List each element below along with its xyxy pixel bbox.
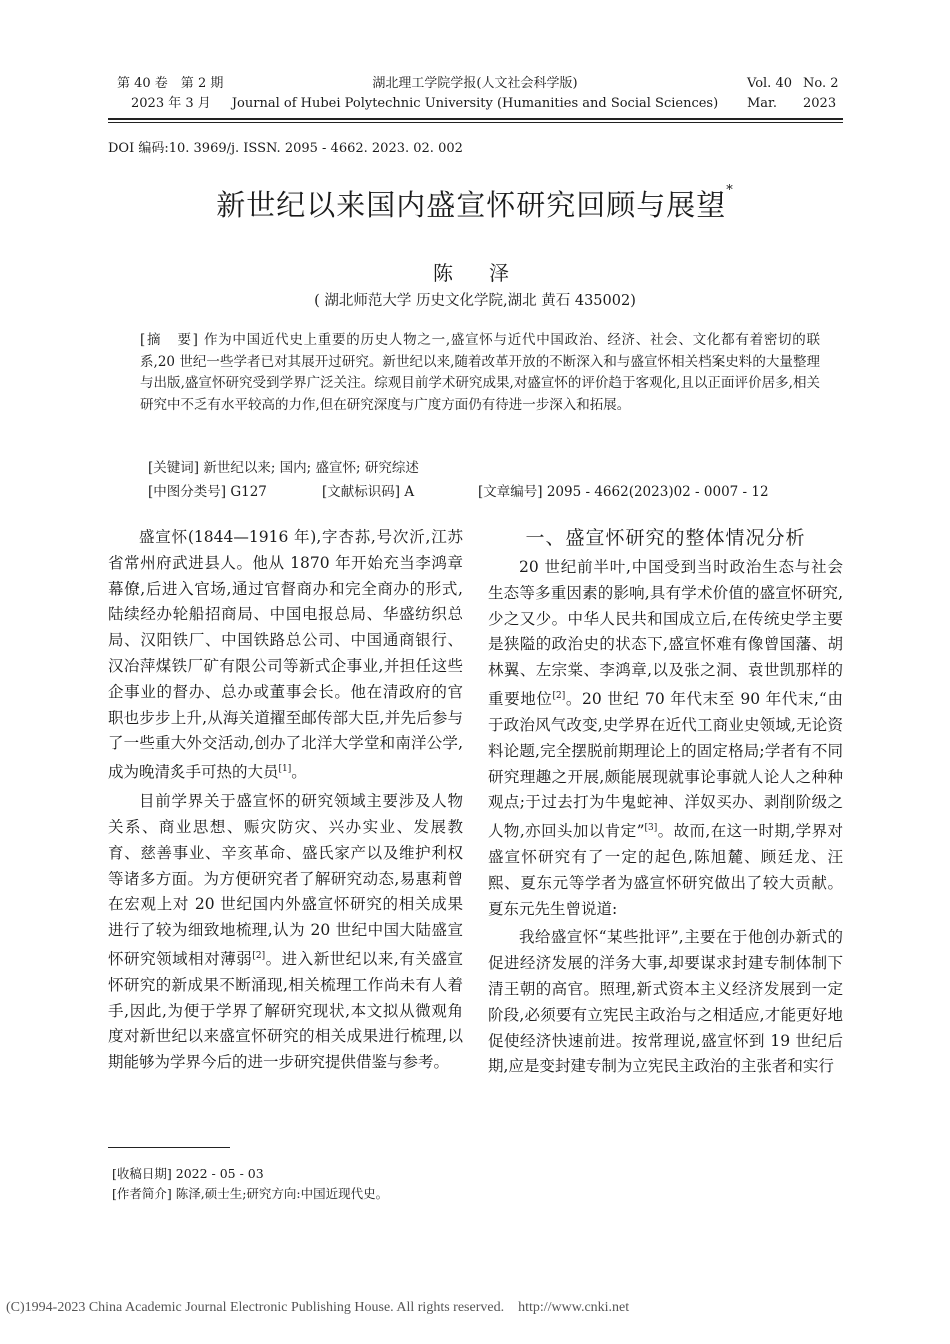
citation-ref: [3] [644, 823, 658, 834]
article-title [100, 183, 850, 224]
citation-ref: [2] [252, 950, 266, 961]
document-code [322, 480, 414, 500]
paragraph-text: 。进入新世纪以来,有关盛宣怀研究的新成果不断涌现,相关梳理工作尚未有人着手,因此,为便于学界了解研究现状,本文拟从微观角度对新世纪以来盛宣怀研究的相关成果进行梳理,以期能够为学界今后的进一步研究提供借鉴与参考。 [108, 950, 463, 1072]
body-left-column [108, 525, 463, 1079]
received-date: 2022 - 05 - 03 [175, 1166, 264, 1181]
paragraph [108, 789, 463, 1076]
paragraph [488, 555, 843, 922]
paragraph-text: 20 世纪前半叶,中国受到当时政治生态与社会生态等多重因素的影响,具有学术价值的盛宣怀研究,少之又少。中华人民共和国成立后,在传统史学主要是狭隘的政治史的状态下,盛宣怀难有像曾国藩、胡林翼、左宗棠、李鸿章,以及张之洞、袁世凯那样的重要地位 [488, 558, 843, 709]
article-number-value: 2095 - 4662(2023)02 - 0007 - 12 [546, 484, 769, 500]
article-number [478, 480, 769, 500]
title-text: 新世纪以来国内盛宣怀研究回顾与展望 [216, 188, 727, 222]
footnote-author [112, 1184, 388, 1202]
vol-en: Vol. 40 [747, 76, 792, 91]
journal-name-en: Journal of Hubei Polytechnic University (Humanities and Social Sciences) [231, 96, 719, 111]
copyright-notice: (C)1994-2023 China Academic Journal Electronic Publishing House. All rights reserved. http://www.cnki.net [6, 1300, 630, 1315]
keywords-text: 新世纪以来; 国内; 盛宣怀; 研究综述 [203, 460, 419, 476]
abstract [140, 330, 820, 416]
paragraph-text: 盛宣怀(1844—1916 年),字杏荪,号次沂,江苏省常州府武进县人。他从 1870 年开始充当李鸿章幕僚,后进入官场,通过官督商办和完全商办的形式,陆续经办轮船招商局、中国电报总局、华盛纺织总局、汉阳铁厂、中国铁路总公司、中国通商银行、汉冶萍煤铁厂矿有限公司等新式企事业,并担任这些企事业的督办、总办或董事会长。他在清政府的官职也步步上升,从海关道擢至邮传部大臣,并先后参与了一些重大外交活动,创办了北洋大学堂和南洋公学,成为晚清炙手可热的大员 [108, 528, 463, 782]
issue-volume: 第 40 卷 第 2 期 [117, 76, 224, 91]
received-label: [收稿日期] [112, 1166, 172, 1181]
no-en: No. 2 [803, 76, 839, 91]
title-footnote-mark: * [726, 183, 734, 198]
issue-date: 2023 年 3 月 [131, 96, 211, 111]
year-en: 2023 [803, 96, 837, 111]
header-rule-thin [108, 122, 843, 123]
citation-ref: [2] [552, 690, 566, 701]
clc-value: G127 [230, 484, 267, 500]
author-bio: 陈泽,硕士生;研究方向:中国近现代史。 [175, 1186, 389, 1201]
month-en: Mar. [747, 96, 777, 111]
doc-code-value: A [404, 484, 415, 500]
paragraph-text: 。20 世纪 70 年代末至 90 年代末,“由于政治风气改变,史学界在近代工商业史领域,无论资料论题,完全摆脱前期理论上的固定格局;学者有不同研究理趣之开展,颇能展现就事论事就人论人之种种观点;于过去打为牛鬼蛇神、洋奴买办、剥削阶级之人物,亦回头加以肯定” [488, 690, 843, 841]
doi: DOI 编码:10. 3969/j. ISSN. 2095 - 4662. 2023. 02. 002 [108, 141, 463, 156]
abstract-label: [摘 要] [140, 332, 199, 348]
paragraph-text: 。故而,在这一时期,学界对盛宣怀研究有了一定的起色,陈旭麓、顾廷龙、汪熙、夏东元等学者为盛宣怀研究做出了较大贡献。夏东元先生曾说道: [488, 822, 843, 918]
block-quote: 我给盛宣怀“某些批评”,主要在于他创办新式的促进经济发展的洋务大事,却要谋求封建专制体制下清王朝的高官。照理,新式资本主义经济发展到一定阶段,必须要有立宪民主政治与之相适应,才能更好地促使经济快速前进。按常理说,盛宣怀到 19 世纪后期,应是变封建专制为立宪民主政治的主张者和实行 [488, 928, 843, 1076]
journal-name [230, 74, 720, 114]
abstract-text: 作为中国近代史上重要的历史人物之一,盛宣怀与近代中国政治、经济、社会、文化都有着密切的联系,20 世纪一些学者已对其展开过研究。新世纪以来,随着改革开放的不断深入和与盛宣怀相关档案史料的大量整理与出版,盛宣怀研究受到学界广泛关注。综观目前学术研究成果,对盛宣怀的评价趋于客观化,且以正面评价居多,相关研究中不乏有水平较高的力作,但在研究深度与广度方面仍有待进一步深入和拓展。 [140, 332, 821, 413]
author-affiliation: ( 湖北师范大学 历史文化学院,湖北 黄石 435002) [314, 293, 636, 309]
author-bio-label: [作者简介] [112, 1186, 172, 1201]
footnote-received [112, 1164, 264, 1182]
keywords-label: [关键词] [148, 460, 200, 476]
paragraph-text: 。 [291, 763, 307, 782]
journal-issue-info-en [747, 74, 839, 114]
journal-issue-info [117, 74, 223, 114]
clc-number [148, 480, 267, 500]
journal-name-cn: 湖北理工学院学报(人文社会科学版) [372, 76, 578, 91]
footnote-rule [108, 1147, 230, 1148]
header-rule [108, 118, 843, 120]
section-heading: 一、盛宣怀研究的整体情况分析 [525, 527, 806, 549]
doc-code-label: [文献标识码] [322, 484, 401, 500]
article-number-label: [文章编号] [478, 484, 543, 500]
body-right-column [488, 525, 843, 1083]
clc-label: [中图分类号] [148, 484, 227, 500]
author-name: 陈 泽 [433, 261, 517, 285]
paragraph-text: 目前学界关于盛宣怀的研究领域主要涉及人物关系、商业思想、赈灾防灾、兴办实业、发展教育、慈善事业、辛亥革命、盛氏家产以及维护利权等诸多方面。为方便研究者了解研究动态,易惠莉曾在宏观上对 20 世纪国内外盛宣怀研究的相关成果进行了较为细致地梳理,认为 20 世纪中国大陆盛宣怀研究领域相对薄弱 [108, 792, 463, 969]
citation-ref: [1] [278, 764, 292, 775]
keywords [148, 456, 419, 476]
paragraph [108, 525, 463, 786]
